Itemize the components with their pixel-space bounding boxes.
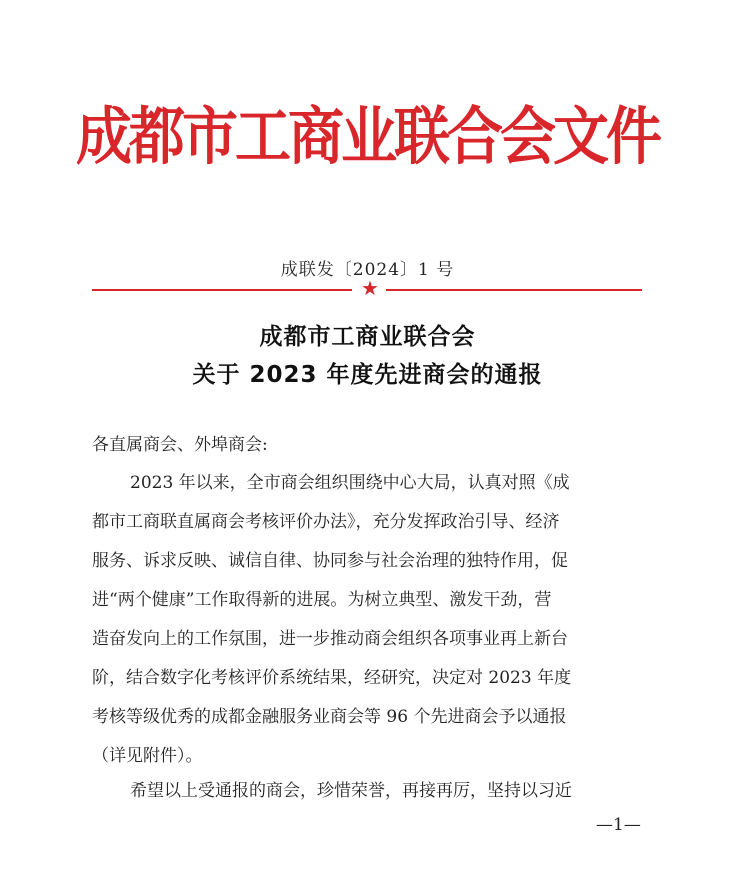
- body-line-6: 阶，结合数字化考核评价系统结果，经研究，决定对 2023 年度: [92, 668, 572, 688]
- red-divider-right: [386, 289, 642, 291]
- document-masthead: 成都市工商业联合会文件: [76, 99, 659, 174]
- body-line-2: 都市工商联直属商会考核评价办法》，充分发挥政治引导、经济: [92, 512, 560, 532]
- body-line-1: 2023 年以来，全市商会组织围绕中心大局，认真对照《成: [130, 473, 570, 493]
- page-number: —1—: [596, 815, 641, 835]
- body-line-8: （详见附件）。: [92, 746, 203, 766]
- body-line-3: 服务、诉求反映、诚信自律、协同参与社会治理的独特作用，促: [92, 551, 568, 571]
- document-title-line-2: 关于 2023 年度先进商会的通报: [192, 362, 543, 388]
- document-title-line-1: 成都市工商业联合会: [259, 324, 476, 350]
- star-icon: ★: [361, 276, 379, 300]
- body-line-4: 进“两个健康”工作取得新的进展。为树立典型、激发干劲，营: [92, 590, 552, 610]
- body-line-9: 希望以上受通报的商会，珍惜荣誉，再接再厉，坚持以习近: [130, 781, 572, 801]
- body-line-7: 考核等级优秀的成都金融服务业商会等 96 个先进商会予以通报: [92, 707, 567, 727]
- red-divider-left: [92, 289, 352, 291]
- body-line-5: 造奋发向上的工作氛围，进一步推动商会组织各项事业再上新台: [92, 629, 568, 649]
- document-number: 成联发〔2024〕1 号: [280, 260, 455, 280]
- salutation: 各直属商会、外埠商会:: [92, 435, 268, 455]
